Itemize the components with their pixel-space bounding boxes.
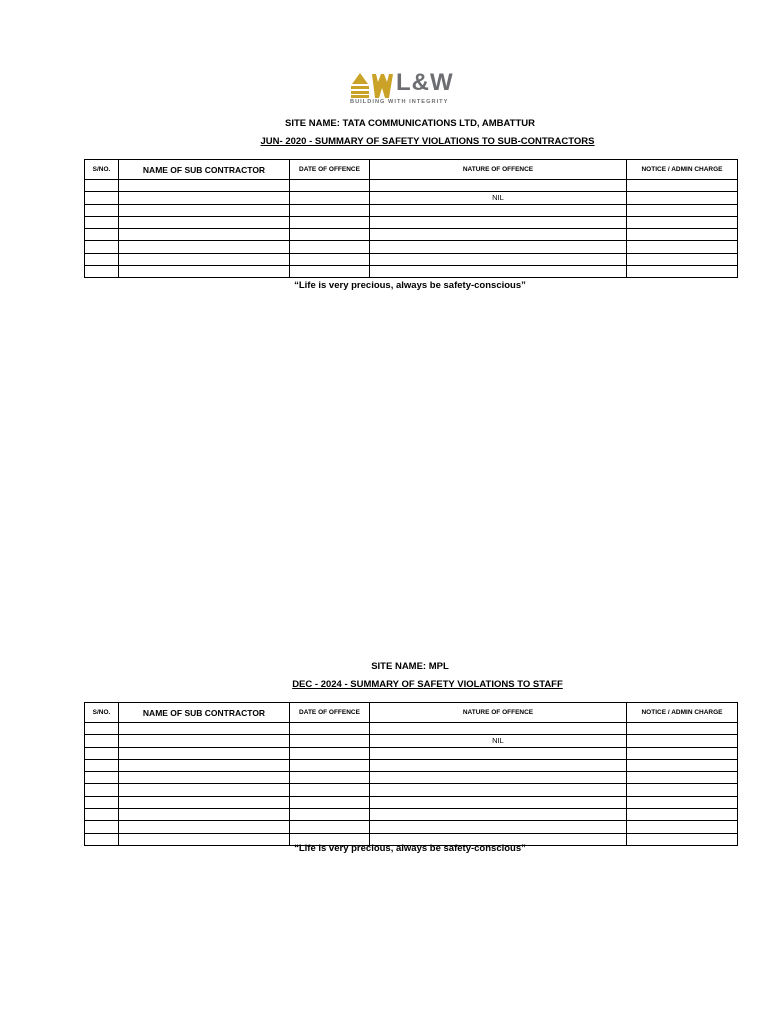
table-cell bbox=[290, 180, 370, 192]
column-header-date: DATE OF OFFENCE bbox=[290, 160, 370, 180]
table-cell bbox=[119, 796, 290, 808]
summary-title-2: DEC - 2024 - SUMMARY OF SAFETY VIOLATIONS TO STAFF bbox=[292, 679, 563, 690]
company-logo bbox=[350, 69, 460, 108]
table-cell bbox=[85, 192, 119, 204]
company-logo-icon bbox=[350, 72, 394, 98]
table-cell bbox=[290, 796, 370, 808]
table-cell bbox=[370, 241, 627, 253]
table-cell bbox=[119, 723, 290, 735]
table-row bbox=[85, 735, 738, 747]
table-cell bbox=[119, 216, 290, 228]
table-cell bbox=[370, 229, 627, 241]
table-cell bbox=[119, 204, 290, 216]
table-cell bbox=[119, 241, 290, 253]
table-cell bbox=[119, 809, 290, 821]
column-header-nature: NATURE OF OFFENCE bbox=[370, 703, 627, 723]
table-cell bbox=[85, 747, 119, 759]
table-cell bbox=[290, 723, 370, 735]
table-cell bbox=[370, 796, 627, 808]
column-header-date: DATE OF OFFENCE bbox=[290, 703, 370, 723]
table-cell bbox=[85, 241, 119, 253]
table-cell bbox=[290, 759, 370, 771]
table-row bbox=[85, 796, 738, 808]
column-header-notice: NOTICE / ADMIN CHARGE bbox=[627, 160, 738, 180]
safety-quote-2: “Life is very precious, always be safety-conscious” bbox=[294, 843, 526, 854]
table-cell bbox=[627, 735, 738, 747]
table-cell bbox=[290, 241, 370, 253]
table-cell bbox=[627, 821, 738, 833]
table-cell bbox=[627, 204, 738, 216]
table-row bbox=[85, 204, 738, 216]
table-cell bbox=[85, 796, 119, 808]
table-cell bbox=[627, 180, 738, 192]
table-row bbox=[85, 266, 738, 278]
table-cell bbox=[370, 784, 627, 796]
company-logo-brand: L&W bbox=[396, 69, 454, 96]
table-cell bbox=[119, 735, 290, 747]
table-cell bbox=[370, 821, 627, 833]
table-cell bbox=[85, 809, 119, 821]
table-cell bbox=[85, 759, 119, 771]
table-cell bbox=[119, 759, 290, 771]
site-title-2: SITE NAME: MPL bbox=[371, 661, 449, 672]
table-row bbox=[85, 759, 738, 771]
table-cell bbox=[627, 796, 738, 808]
table-cell bbox=[627, 723, 738, 735]
table-cell bbox=[627, 772, 738, 784]
table-cell: NIL bbox=[370, 735, 627, 747]
table-row bbox=[85, 809, 738, 821]
table-cell bbox=[627, 747, 738, 759]
column-header-sub-contractor: NAME OF SUB CONTRACTOR bbox=[119, 160, 290, 180]
table-cell bbox=[627, 229, 738, 241]
table-cell bbox=[290, 784, 370, 796]
table-cell bbox=[370, 216, 627, 228]
site-title-1: SITE NAME: TATA COMMUNICATIONS LTD, AMBATTUR bbox=[285, 118, 535, 129]
table-header-row bbox=[85, 703, 738, 723]
table-cell bbox=[290, 809, 370, 821]
table-row bbox=[85, 723, 738, 735]
table-cell bbox=[627, 266, 738, 278]
table-cell bbox=[370, 772, 627, 784]
table-cell bbox=[627, 759, 738, 771]
table-cell bbox=[119, 253, 290, 265]
table-row bbox=[85, 253, 738, 265]
table-cell bbox=[370, 723, 627, 735]
table-cell bbox=[290, 192, 370, 204]
column-header-notice: NOTICE / ADMIN CHARGE bbox=[627, 703, 738, 723]
table-row bbox=[85, 180, 738, 192]
table-header-row bbox=[85, 160, 738, 180]
table-cell bbox=[119, 180, 290, 192]
table-cell bbox=[119, 784, 290, 796]
table-cell bbox=[290, 735, 370, 747]
table-cell bbox=[290, 216, 370, 228]
table-cell bbox=[85, 772, 119, 784]
table-cell bbox=[85, 723, 119, 735]
table-cell bbox=[290, 253, 370, 265]
table-row bbox=[85, 821, 738, 833]
table-row bbox=[85, 784, 738, 796]
table-cell bbox=[85, 821, 119, 833]
summary-title-1: JUN- 2020 - SUMMARY OF SAFETY VIOLATIONS TO SUB-CONTRACTORS bbox=[260, 136, 595, 147]
table-cell bbox=[290, 229, 370, 241]
table-cell bbox=[370, 747, 627, 759]
table-cell bbox=[85, 229, 119, 241]
table-cell bbox=[119, 747, 290, 759]
company-tagline: BUILDING WITH INTEGRITY bbox=[350, 99, 449, 105]
violations-table-1 bbox=[84, 159, 738, 278]
table-cell bbox=[290, 266, 370, 278]
table-cell bbox=[85, 216, 119, 228]
table-cell bbox=[627, 241, 738, 253]
column-header-sno: S/NO. bbox=[85, 160, 119, 180]
column-header-sno: S/NO. bbox=[85, 703, 119, 723]
table-cell bbox=[370, 204, 627, 216]
table-cell bbox=[85, 735, 119, 747]
table-cell bbox=[627, 809, 738, 821]
table-cell bbox=[85, 204, 119, 216]
table-cell bbox=[290, 204, 370, 216]
table-cell bbox=[370, 253, 627, 265]
violations-table-2 bbox=[84, 702, 738, 846]
table-cell bbox=[119, 772, 290, 784]
table-cell bbox=[627, 253, 738, 265]
table-row bbox=[85, 192, 738, 204]
table-cell bbox=[85, 784, 119, 796]
table-cell bbox=[370, 180, 627, 192]
table-cell bbox=[627, 784, 738, 796]
column-header-sub-contractor: NAME OF SUB CONTRACTOR bbox=[119, 703, 290, 723]
table-cell bbox=[290, 772, 370, 784]
table-cell bbox=[370, 809, 627, 821]
table-row bbox=[85, 747, 738, 759]
table-cell bbox=[119, 266, 290, 278]
table-cell bbox=[85, 266, 119, 278]
table-cell bbox=[290, 747, 370, 759]
table-cell bbox=[119, 821, 290, 833]
table-cell bbox=[85, 180, 119, 192]
table-cell bbox=[290, 821, 370, 833]
table-cell bbox=[85, 253, 119, 265]
table-cell bbox=[119, 229, 290, 241]
safety-quote-1: “Life is very precious, always be safety-conscious” bbox=[294, 280, 526, 291]
table-cell bbox=[370, 759, 627, 771]
table-cell bbox=[627, 192, 738, 204]
table-row bbox=[85, 241, 738, 253]
column-header-nature: NATURE OF OFFENCE bbox=[370, 160, 627, 180]
table-row bbox=[85, 772, 738, 784]
table-cell bbox=[370, 266, 627, 278]
table-cell: NIL bbox=[370, 192, 627, 204]
table-row bbox=[85, 229, 738, 241]
table-row bbox=[85, 216, 738, 228]
table-cell bbox=[119, 192, 290, 204]
table-cell bbox=[627, 216, 738, 228]
